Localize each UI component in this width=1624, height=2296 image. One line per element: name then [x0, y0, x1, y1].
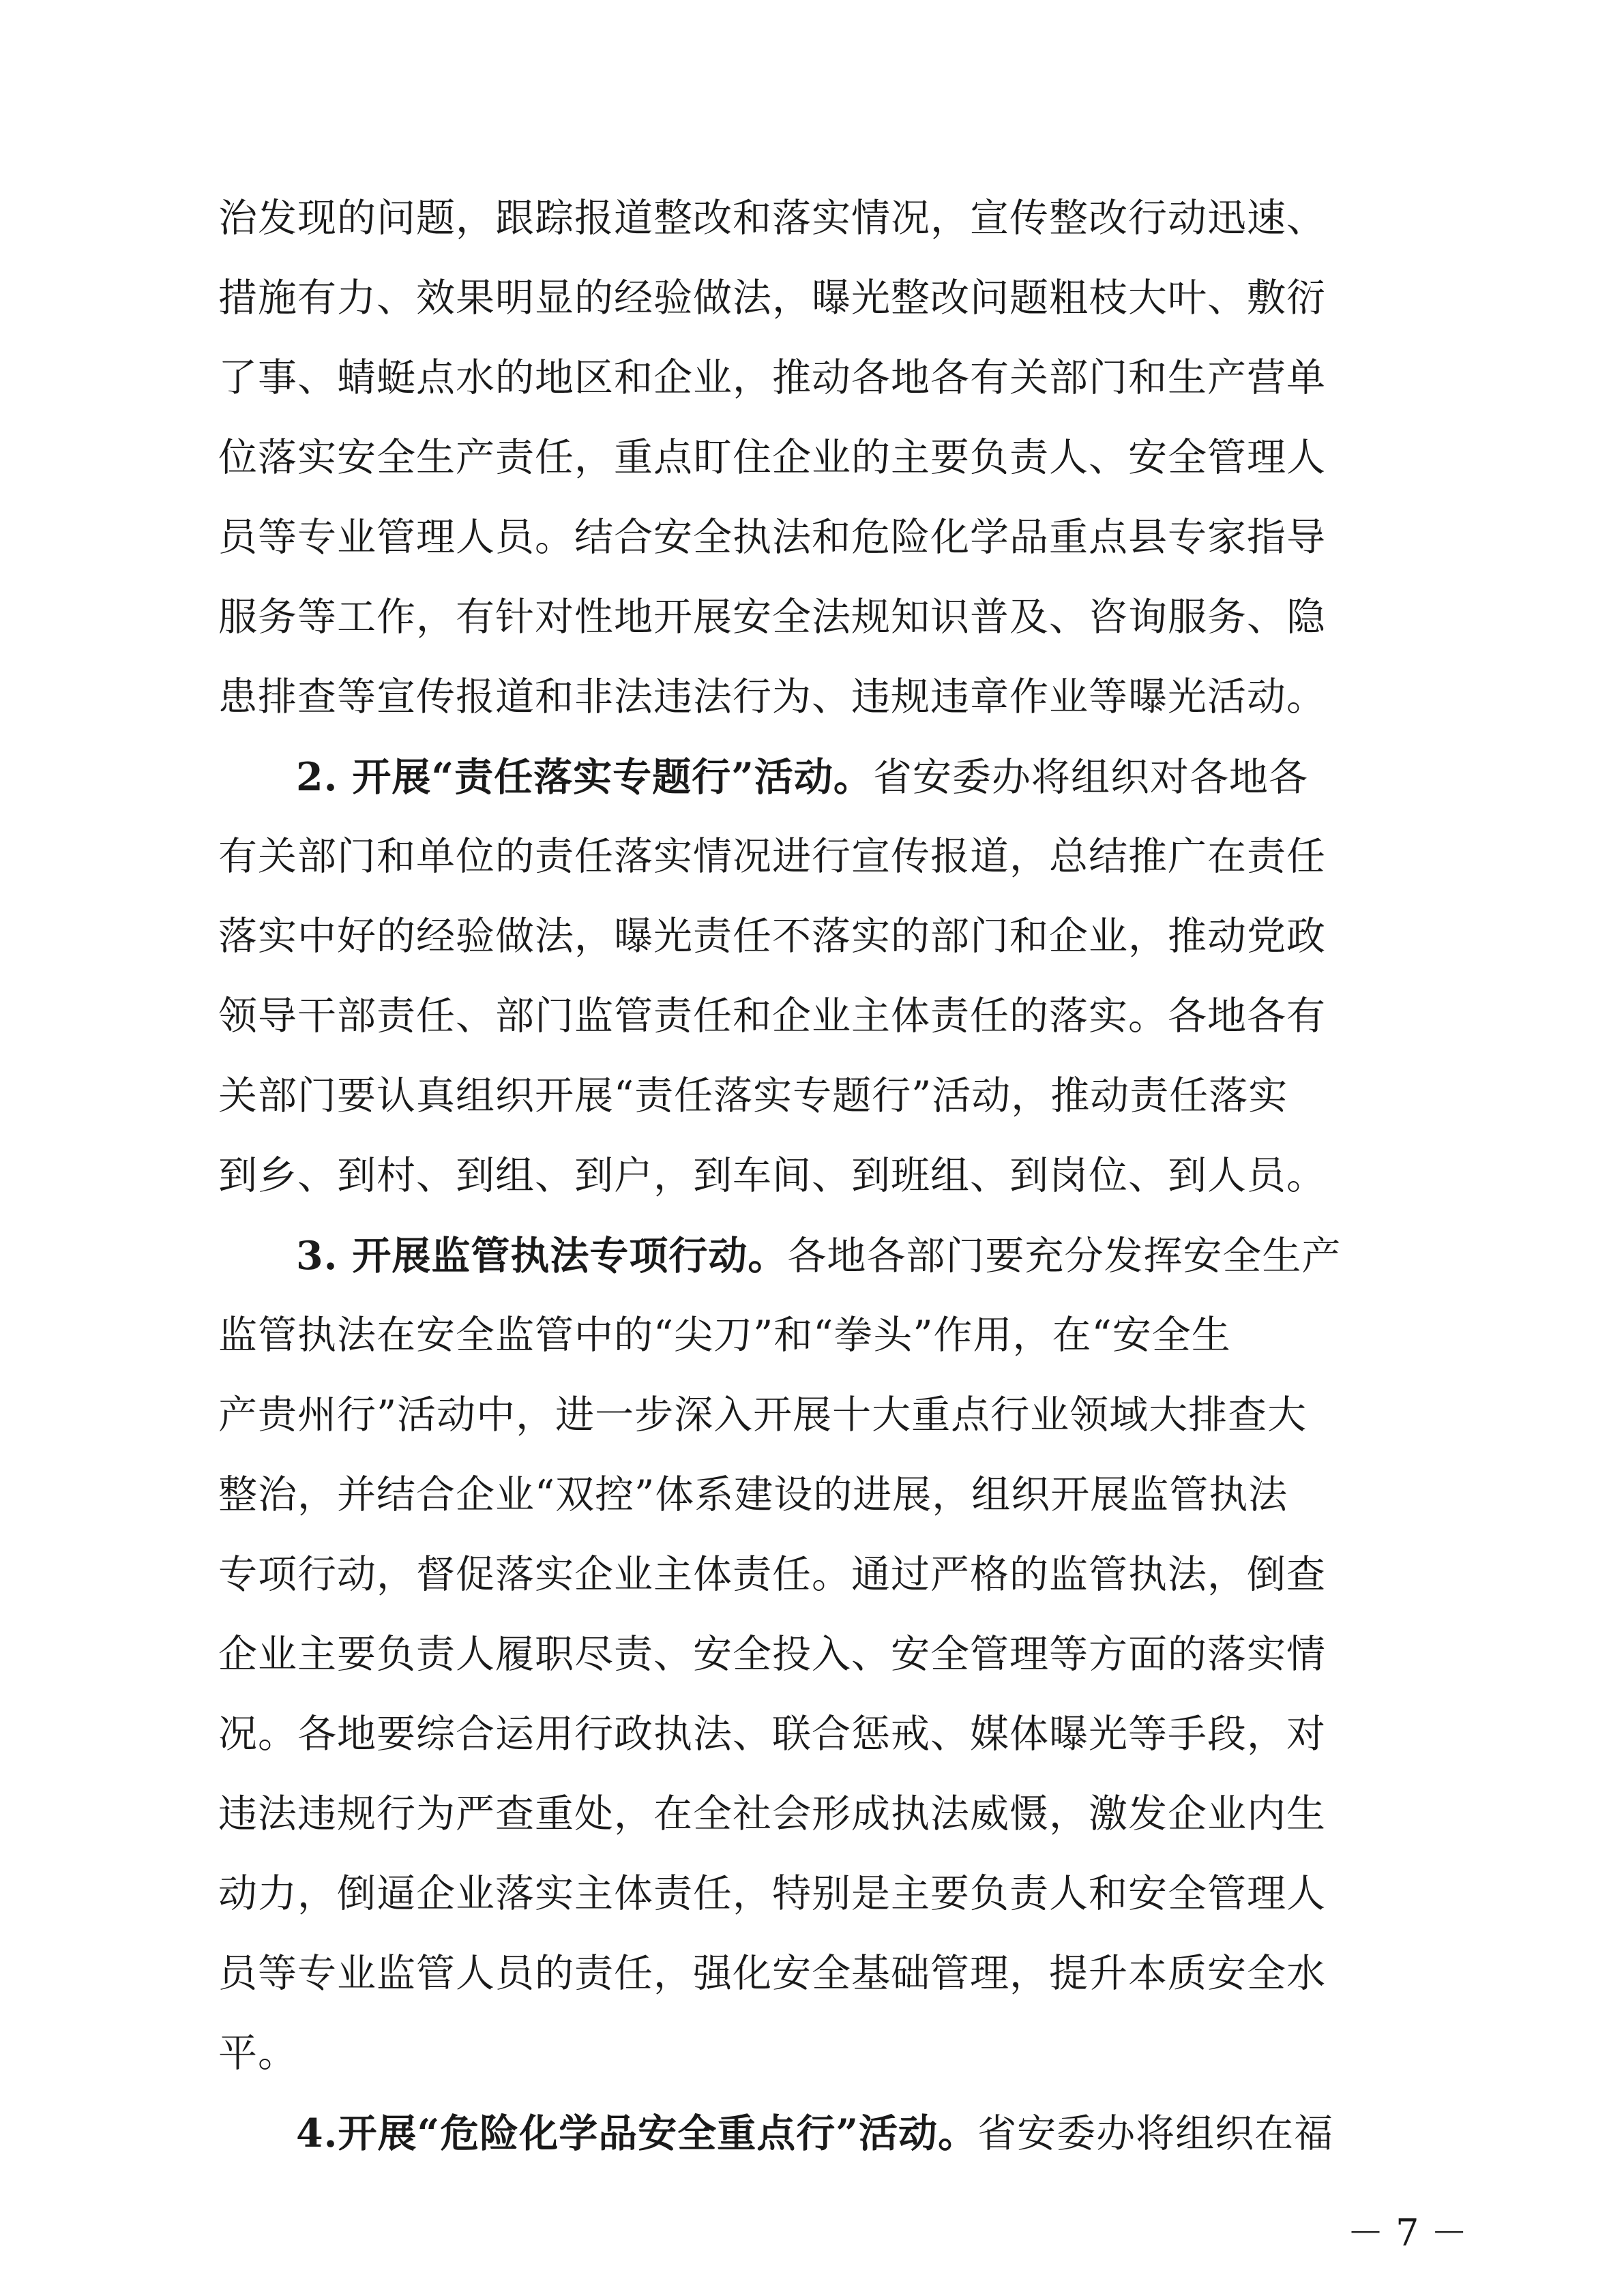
paragraph-line: 患排查等宣传报道和非法违法行为、违规违章作业等曝光活动。: [218, 674, 1326, 719]
paragraph-line: 员等专业管理人员。结合安全执法和危险化学品重点县专家指导: [218, 515, 1326, 560]
paragraph-text: 省安委办将组织在福: [977, 2111, 1334, 2156]
paragraph-line: 监管执法在安全监管中的“尖刀”和“拳头”作用，在“安全生: [218, 1313, 1231, 1358]
paragraph-first-line: [296, 737, 1449, 817]
paragraph-line: 有关部门和单位的责任落实情况进行宣传报道，总结推广在责任: [218, 834, 1326, 879]
paragraph-line: 况。各地要综合运用行政执法、联合惩戒、媒体曝光等手段，对: [218, 1712, 1326, 1757]
paragraph-line: 落实中好的经验做法，曝光责任不落实的部门和企业，推动党政: [218, 914, 1326, 959]
paragraph-line: 关部门要认真组织开展“责任落实专题行”活动，推动责任落实: [218, 1073, 1288, 1118]
paragraph-line: 专项行动，督促落实企业主体责任。通过严格的监管执法，倒查: [218, 1552, 1326, 1597]
paragraph-line: 措施有力、效果明显的经验做法，曝光整改问题粗枝大叶、敷衍: [218, 275, 1326, 320]
section-heading: 2. 开展“责任落实专题行”活动。: [296, 754, 873, 800]
paragraph-line: 员等专业监管人员的责任，强化安全基础管理，提升本质安全水: [218, 1951, 1326, 1996]
paragraph-line: 了事、蜻蜓点水的地区和企业，推动各地各有关部门和生产营单: [218, 355, 1326, 400]
section-heading: 3. 开展监管执法专项行动。: [296, 1233, 788, 1279]
paragraph-line: 治发现的问题，跟踪报道整改和落实情况，宣传整改行动迅速、: [218, 196, 1326, 241]
paragraph-text: 省安委办将组织对各地各: [872, 755, 1308, 800]
paragraph-line: 领导干部责任、部门监管责任和企业主体责任的落实。各地各有: [218, 994, 1326, 1039]
page-number: － 7 －: [1347, 2211, 1468, 2254]
paragraph-first-line: [296, 2093, 1449, 2173]
section-heading: 4.开展“危险化学品安全重点行”活动。: [296, 2111, 978, 2156]
paragraph-line: 企业主要负责人履职尽责、安全投入、安全管理等方面的落实情: [218, 1632, 1326, 1677]
paragraph-line: 动力，倒逼企业落实主体责任，特别是主要负责人和安全管理人: [218, 1871, 1326, 1916]
paragraph-line: 平。: [218, 2031, 297, 2076]
paragraph-line: 到乡、到村、到组、到户，到车间、到班组、到岗位、到人员。: [218, 1153, 1326, 1198]
paragraph-line: 产贵州行”活动中，进一步深入开展十大重点行业领域大排查大: [218, 1392, 1308, 1437]
paragraph-line: 违法违规行为严查重处，在全社会形成执法威慑，激发企业内生: [218, 1791, 1326, 1836]
paragraph-text: 各地各部门要充分发挥安全生产: [787, 1234, 1342, 1279]
paragraph-first-line: [296, 1216, 1449, 1296]
paragraph-line: 位落实安全生产责任，重点盯住企业的主要负责人、安全管理人: [218, 435, 1326, 480]
paragraph-line: 服务等工作，有针对性地开展安全法规知识普及、咨询服务、隐: [218, 595, 1326, 640]
paragraph-line: 整治，并结合企业“双控”体系建设的进展，组织开展监管执法: [218, 1472, 1288, 1517]
